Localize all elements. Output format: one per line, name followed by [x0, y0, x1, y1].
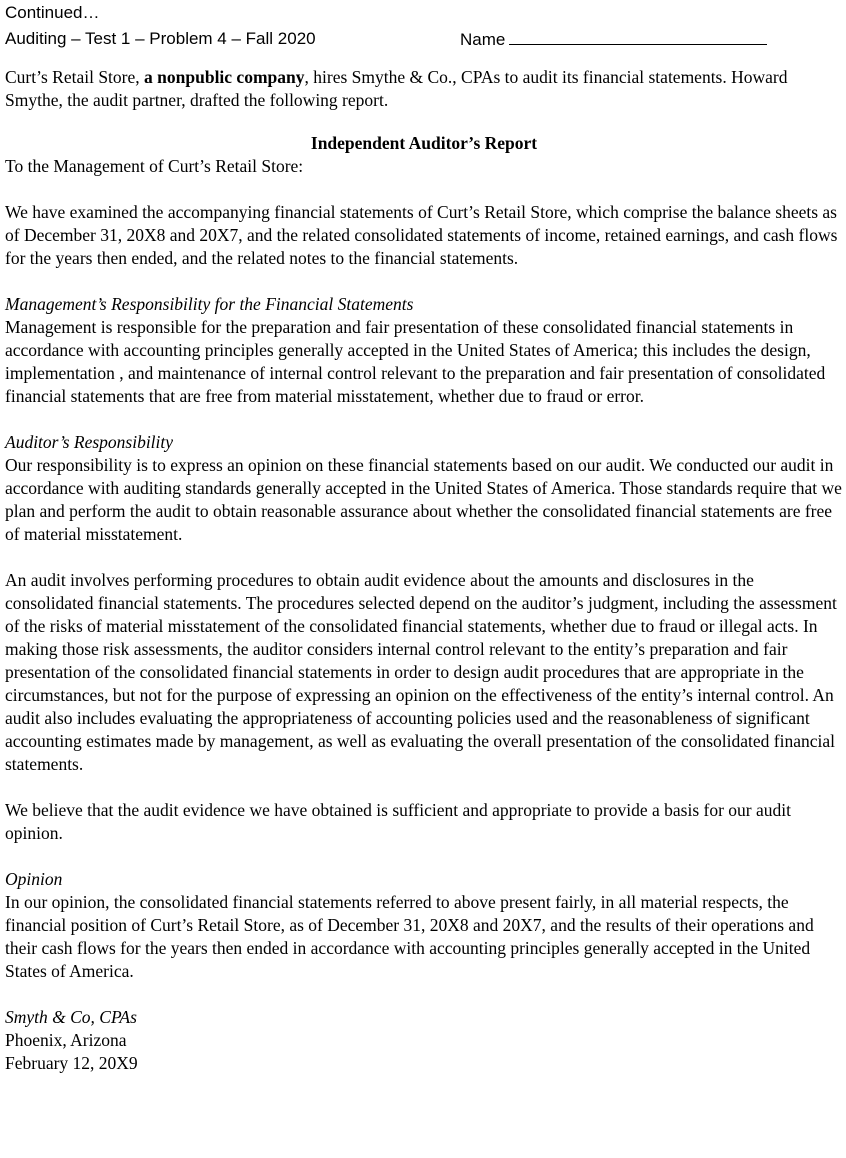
report-title: Independent Auditor’s Report: [310, 133, 538, 153]
problem-intro: [5, 66, 843, 112]
signature-date: February 12, 20X9: [5, 1053, 138, 1073]
management-responsibility-paragraph: Management is responsible for the preparation and fair presentation of these consolidated financial statements in accordance with accounting principles generally accepted in the United States of America; this includes the design, implementation , and maintenance of internal control relevant to the preparation and fair presentation of consolidated financial statements that are free from material misstatement, whether due to fraud or error.: [5, 317, 826, 406]
course-header-line: [5, 26, 843, 52]
signature-block: [5, 1006, 843, 1075]
management-responsibility-heading: Management’s Responsibility for the Financial Statements: [5, 294, 414, 314]
document-page: [5, 0, 843, 1075]
auditor-responsibility-paragraph-1: Our responsibility is to express an opinion on these financial statements based on our audit. We conducted our audit in accordance with auditing standards generally accepted in the United States of America. Those standards require that we plan and perform the audit to obtain reasonable assurance about whether the consolidated financial statements are free of material misstatement.: [5, 455, 842, 544]
name-field: [460, 26, 767, 53]
auditor-responsibility-paragraph-2: An audit involves performing procedures to obtain audit evidence about the amounts and disclosures in the consolidated financial statements. The procedures selected depend on the auditor’s judgment, including the assessment of the risks of material misstatement of the consolidated financial statements, whether due to fraud or illegal acts. In making those risk assessments, the auditor considers internal control relevant to the entity’s preparation and fair presentation of the consolidated financial statements in order to design audit procedures that are appropriate in the circumstances, but not for the purpose of expressing an opinion on the effectiveness of the entity’s internal control. An audit also includes evaluating the appropriateness of accounting policies used and the reasonableness of significant accounting estimates made by management, as well as evaluating the overall presentation of the consolidated financial statements.: [5, 570, 837, 774]
name-label: Name: [460, 30, 506, 49]
signature-firm: Smyth & Co, CPAs: [5, 1007, 137, 1027]
opinion-heading: Opinion: [5, 869, 63, 889]
report-salutation: To the Management of Curt’s Retail Store:: [5, 156, 304, 176]
intro-text-2: , hires Smythe & Co., CPAs to audit its financial statements. Howard Smythe, the audit partner, drafted the following report.: [5, 67, 788, 110]
intro-bold-text: a nonpublic company: [144, 67, 305, 87]
report-intro-paragraph: We have examined the accompanying financial statements of Curt’s Retail Store, which comprise the balance sheets as of December 31, 20X8 and 20X7, and the related consolidated statements of income, retained earnings, and cash flows for the years then ended, and the related notes to the financial statements.: [5, 202, 838, 268]
opinion-paragraph: In our opinion, the consolidated financial statements referred to above present fairly, in all material respects, the financial position of Curt’s Retail Store, as of December 31, 20X8 and 20X7, and the results of their operations and their cash flows for the years then ended in accordance with accounting principles generally accepted in the United States of America.: [5, 892, 814, 981]
course-title: Auditing – Test 1 – Problem 4 – Fall 2020: [5, 29, 316, 48]
page-header: [5, 0, 843, 52]
name-blank-line: [509, 26, 767, 45]
auditor-responsibility-paragraph-3: We believe that the audit evidence we have obtained is sufficient and appropriate to provide a basis for our audit opinion.: [5, 800, 791, 843]
auditor-responsibility-heading: Auditor’s Responsibility: [5, 432, 174, 452]
signature-city: Phoenix, Arizona: [5, 1030, 127, 1050]
intro-text-1: Curt’s Retail Store,: [5, 67, 145, 87]
continued-label: Continued…: [5, 3, 100, 22]
